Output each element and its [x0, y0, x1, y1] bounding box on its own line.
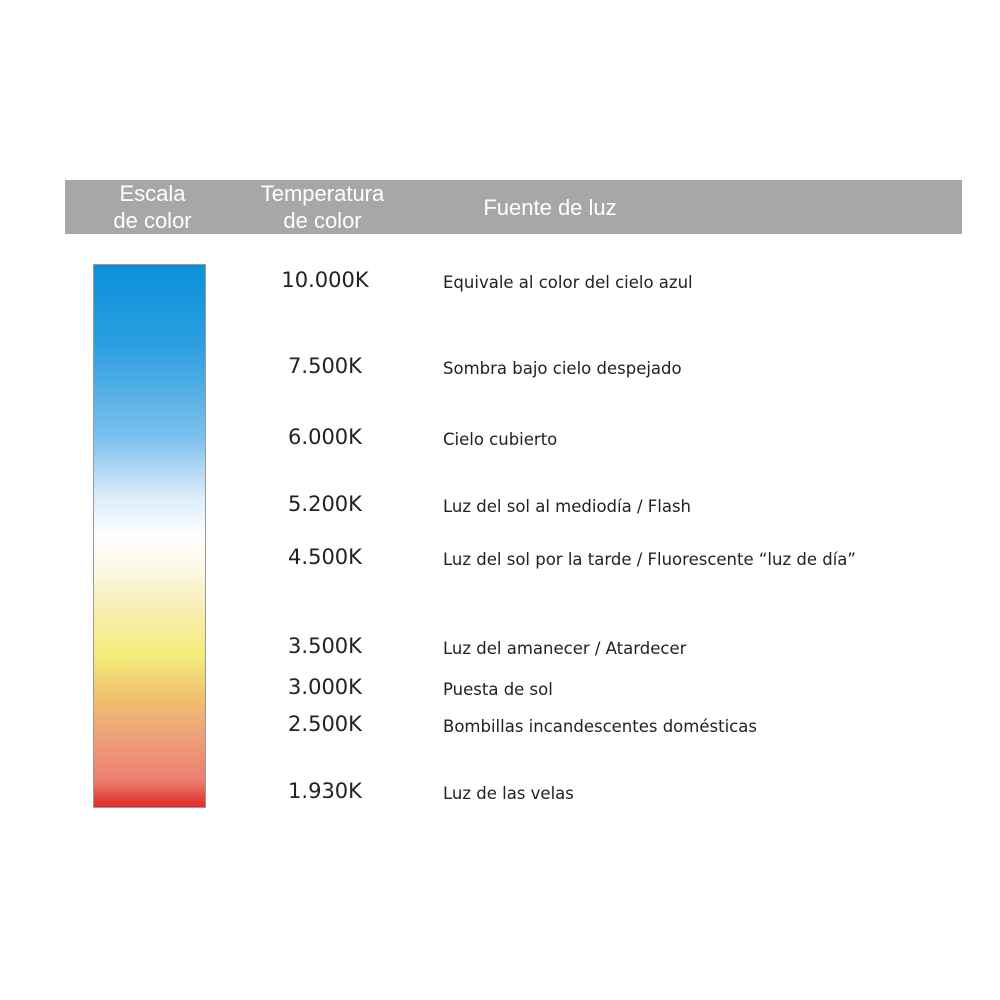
source-text: Luz de las velas [443, 784, 574, 803]
temp-value: 10.000K [281, 268, 369, 292]
table-row [0, 492, 1000, 522]
temp-value: 4.500K [288, 545, 362, 569]
source-text: Luz del sol por la tarde / Fluorescente “luz de día” [443, 550, 856, 569]
temp-value: 3.000K [288, 675, 362, 699]
source-text: Luz del sol al mediodía / Flash [443, 497, 692, 516]
table-row [0, 712, 1000, 742]
source-text: Equivale al color del cielo azul [443, 273, 693, 292]
header-text: de color [113, 208, 192, 233]
table-row [0, 354, 1000, 384]
table-row [0, 268, 1000, 298]
header-text: de color [283, 208, 362, 233]
table-header [65, 180, 962, 234]
temp-value: 6.000K [288, 425, 362, 449]
header-color-temp [250, 180, 395, 234]
source-text: Cielo cubierto [443, 430, 558, 449]
source-text: Sombra bajo cielo despejado [443, 359, 682, 378]
temp-value: 7.500K [288, 354, 362, 378]
table-row [0, 675, 1000, 705]
table-row [0, 425, 1000, 455]
source-text: Luz del amanecer / Atardecer [443, 639, 687, 658]
temp-value: 1.930K [288, 779, 362, 803]
source-text: Puesta de sol [443, 680, 553, 699]
temp-value: 2.500K [288, 712, 362, 736]
header-text: Temperatura [260, 181, 385, 206]
header-color-scale [95, 180, 210, 234]
header-text: Escala [119, 181, 186, 206]
table-row [0, 634, 1000, 664]
table-row [0, 779, 1000, 809]
temp-value: 3.500K [288, 634, 362, 658]
header-light-source: Fuente de luz [483, 195, 617, 220]
table-row [0, 545, 1000, 575]
temp-value: 5.200K [288, 492, 362, 516]
source-text: Bombillas incandescentes domésticas [443, 717, 757, 736]
